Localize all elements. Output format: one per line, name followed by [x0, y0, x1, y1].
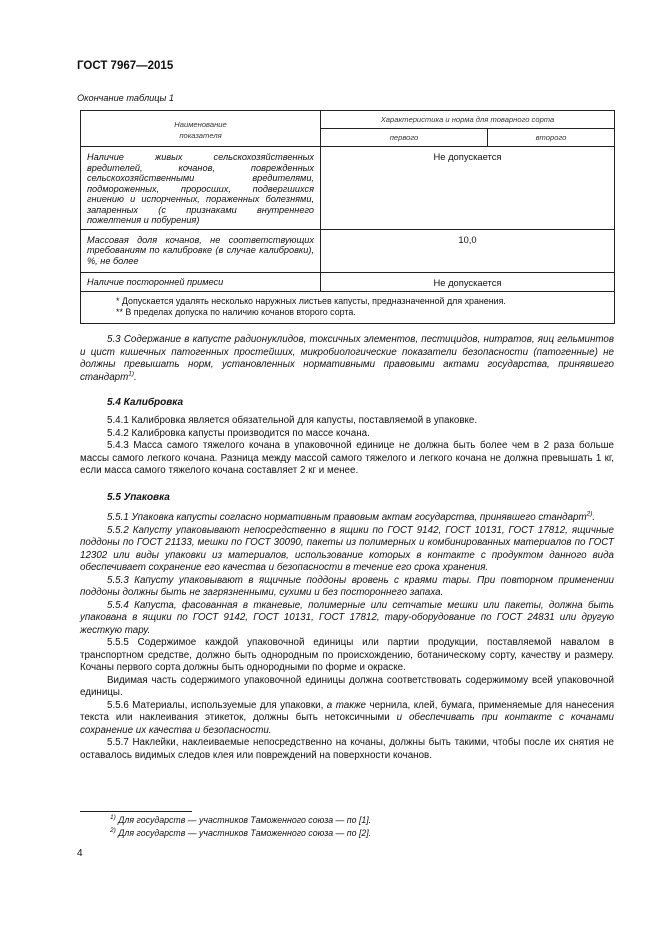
column-header-second: второго: [488, 129, 615, 147]
paragraph-5-3: 5.3 Содержание в капусте радионуклидов, токсичных элементов, пестицидов, нитратов, яиц гельминтов и цист кишечных патогенных простейших, микробиологические показатели безопасности (патогенные) не должны превышать норм, установленных нормативными правовыми актами государства, принявшего стандарт$^{1)}$.: [80, 334, 614, 383]
section-5-5-body: [80, 512, 614, 762]
row-name-cell: Массовая доля кочанов, не соответствующих требованиям по калибровке (в случае калибровки), %, не более: [81, 229, 321, 272]
section-heading: 5.4 Калибровка: [107, 397, 184, 408]
footnote: $^{1)}$ Для государств — участников Таможенного союза — по [1].: [110, 814, 372, 825]
column-header-group: Характеристика и норма для товарного сорта: [321, 111, 615, 129]
column-header-first: первого: [321, 129, 488, 147]
table-row: [81, 272, 615, 291]
paragraph: 5.5.1 Упаковка капусты согласно нормативным правовым актам государства, принявшего стандарт$^{2)}$.: [107, 510, 596, 523]
section-heading: 5.5 Упаковка: [107, 492, 170, 503]
row-name-cell: Наличие посторонней примеси: [81, 272, 321, 291]
paragraph: 5.5.7 Наклейки, наклеиваемые непосредственно на кочаны, должны быть такими, чтобы после их снятия не оставалось видимых следов клея или повреждений на поверхности кочанов.: [80, 737, 614, 761]
paragraph: 5.5.3 Капусту упаковывают в ящичные поддоны вровень с краями тары. При повторном применении поддоны должны быть не загрязненными, сухими и без постороннего запаха.: [80, 574, 614, 598]
section-5-4-body: [80, 415, 614, 478]
footnote: $^{2)}$ Для государств — участников Таможенного союза — по [2].: [110, 827, 372, 838]
row-value-cell: Не допускается: [321, 272, 615, 291]
paragraph: 5.5.6 Материалы, используемые для упаковки, а также чернила, клей, бумага, применяемые для нанесения текста или наклеивания этикеток, должны быть нетоксичными и обеспечивать при контакте с кочанами сохранение их качества и безопасности.: [80, 699, 614, 736]
table-row: [81, 147, 615, 230]
paragraph: 5.5.4 Капуста, фасованная в тканевые, полимерные или сетчатые мешки или пакеты, должна быть упакована в ящики по ГОСТ 9142, ГОСТ 10131, ГОСТ 17812, тару-оборудование по ГОСТ 24831 или другую жесткую тару.: [80, 599, 614, 636]
row-name-cell: Наличие живых сельскохозяйственных вредителей, кочанов, поврежденных сельскохозяйственными вредителями, подмороженных, проросших, подвергшихся гниению и испорченных, пораженных болезнями, запаренных (с признаками внутреннего пожелтения и побурения): [81, 147, 321, 230]
page-number: 4: [77, 848, 83, 859]
paragraph: 5.4.2 Калибровка капусты производится по массе кочана.: [107, 427, 370, 439]
requirements-table: [80, 110, 615, 324]
paragraph: 5.4.3 Масса самого тяжелого кочана в упаковочной единице не должна быть более чем в 2 раза больше массы самого легкого кочана. Разница между массой самого тяжелого и легкого кочана не должна превышать 1 кг, если масса самого тяжелого кочана составляет 2 кг и менее.: [80, 440, 614, 476]
row-value-cell: 10,0: [321, 229, 615, 272]
table-caption: Окончание таблицы 1: [77, 93, 174, 103]
table-note: * Допускается удалять несколько наружных листьев капусты, предназначенной для хранения.: [116, 295, 506, 306]
table-notes: [81, 291, 615, 323]
paragraph: 5.5.2 Капусту упаковывают непосредственно в ящики по ГОСТ 9142, ГОСТ 10131, ГОСТ 17812, ящичные поддоны по ГОСТ 21133, мешки по ГОСТ 30090, пакеты из полимерных и комбинированных материалов по ГОСТ 12302 или виды упаковки из материалов, использование которых в контакте с продуктом данного вида обеспечивает сохранение его качества и безопасности в течение его срока хранения.: [80, 524, 614, 573]
paragraph: 5.4.1 Калибровка является обязательной для капусты, поставляемой в упаковке.: [107, 415, 478, 426]
document-header: ГОСТ 7967—2015: [77, 60, 174, 72]
row-value-cell: Не допускается: [321, 147, 615, 230]
column-header-name: Наименование показателя: [81, 111, 321, 147]
table-note: ** В пределах допуска по наличию кочанов второго сорта.: [116, 307, 356, 317]
table-row: [81, 229, 615, 272]
paragraph: Видимая часть содержимого упаковочной единицы должна соответствовать содержимому всей упаковочной единицы.: [80, 674, 614, 698]
footnote-divider: [80, 811, 192, 812]
paragraph: 5.5.5 Содержимое каждой упаковочной единицы или партии продукции, поставляемой навалом в транспортном средстве, должно быть однородным по происхождению, ботаническому сорту, качеству и размеру. Кочаны первого сорта должны быть однородными по форме и окраске.: [80, 637, 614, 673]
